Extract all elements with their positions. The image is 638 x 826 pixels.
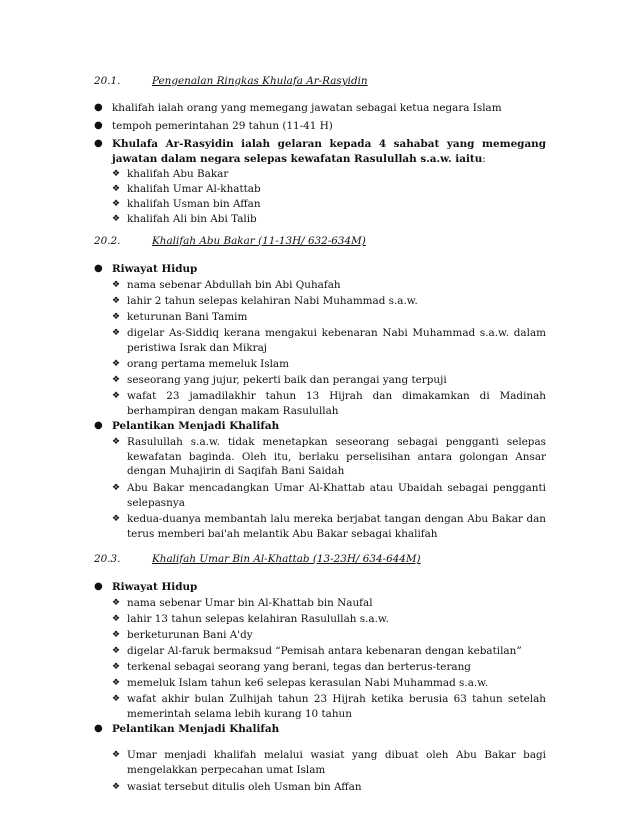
sub-bullet-item: ❖ Umar menjadi khalifah melalui wasiat yang dibuat oleh Abu Bakar bagi mengelakkan perpecahan umat Islam: [112, 749, 546, 776]
section-number: 20.1.: [94, 75, 121, 87]
bullet-dot-icon: ●: [94, 120, 103, 131]
diamond-bullet-icon: ❖: [112, 280, 121, 290]
diamond-bullet-icon: ❖: [112, 662, 121, 672]
bullet-dot-icon: ●: [94, 581, 103, 592]
diamond-bullet-icon: ❖: [112, 214, 121, 224]
section-heading: [94, 552, 421, 567]
diamond-bullet-icon: ❖: [112, 359, 121, 369]
sub-bullet-item: ❖ memeluk Islam tahun ke6 selepas kerasulan Nabi Muhammad s.a.w.: [112, 677, 489, 689]
sub-bullet-item: ❖ khalifah Abu Bakar: [112, 168, 229, 180]
bullet-dot-icon: ●: [94, 723, 103, 734]
sub-bullet-item: ❖ Rasulullah s.a.w. tidak menetapkan seseorang sebagai pengganti selepas kewafatan baginda. Oleh itu, berlaku perselisihan antara golongan Ansar dengan Muhajirin di Saqifah Bani Saidah: [112, 436, 546, 477]
diamond-bullet-icon: ❖: [112, 312, 121, 322]
bullet-heading: ● Pelantikan Menjadi Khalifah: [94, 723, 280, 735]
diamond-bullet-icon: ❖: [112, 614, 121, 624]
sub-bullet-item: ❖ khalifah Usman bin Affan: [112, 198, 261, 210]
diamond-bullet-icon: ❖: [112, 391, 121, 401]
sub-bullet-item: ❖ kedua-duanya membantah lalu mereka berjabat tangan dengan Abu Bakar dan terus memberi bai'ah melantik Abu Bakar sebagai khalifah: [112, 513, 546, 540]
sub-bullet-item: ❖ digelar As-Siddiq kerana mengakui kebenaran Nabi Muhammad s.a.w. dalam peristiwa Israk dan Mikraj: [112, 327, 546, 354]
section-heading: [94, 234, 366, 249]
sub-bullet-item: ❖ keturunan Bani Tamim: [112, 311, 248, 323]
bullet-dot-icon: ●: [94, 263, 103, 274]
sub-bullet-item: ❖ berketurunan Bani A'dy: [112, 629, 253, 641]
bullet-dot-icon: ●: [94, 420, 103, 431]
diamond-bullet-icon: ❖: [112, 437, 121, 447]
diamond-bullet-icon: ❖: [112, 296, 121, 306]
sub-bullet-item: ❖ lahir 2 tahun selepas kelahiran Nabi Muhammad s.a.w.: [112, 295, 418, 307]
diamond-bullet-icon: ❖: [112, 375, 121, 385]
diamond-bullet-icon: ❖: [112, 199, 121, 209]
sub-bullet-item: ❖ nama sebenar Abdullah bin Abi Quhafah: [112, 279, 341, 291]
section-title: Pengenalan Ringkas Khulafa Ar-Rasyidin: [152, 75, 368, 87]
diamond-bullet-icon: ❖: [112, 782, 121, 792]
diamond-bullet-icon: ❖: [112, 646, 121, 656]
bullet-item: ● tempoh pemerintahan 29 tahun (11-41 H): [94, 120, 333, 132]
bullet-dot-icon: ●: [94, 138, 103, 149]
sub-bullet-item: ❖ wasiat tersebut ditulis oleh Usman bin Affan: [112, 781, 362, 793]
sub-bullet-item: ❖ wafat akhir bulan Zulhijah tahun 23 Hijrah ketika berusia 63 tahun setelah memerintah selama lebih kurang 10 tahun: [112, 693, 546, 720]
diamond-bullet-icon: ❖: [112, 514, 121, 524]
diamond-bullet-icon: ❖: [112, 328, 121, 338]
diamond-bullet-icon: ❖: [112, 678, 121, 688]
bullet-dot-icon: ●: [94, 102, 103, 113]
diamond-bullet-icon: ❖: [112, 184, 121, 194]
section-number: 20.2.: [94, 235, 121, 247]
sub-bullet-item: ❖ seseorang yang jujur, pekerti baik dan perangai yang terpuji: [112, 374, 447, 386]
sub-bullet-item: ❖ khalifah Ali bin Abi Talib: [112, 213, 257, 225]
sub-bullet-item: ❖ digelar Al-faruk bermaksud “Pemisah antara kebenaran dengan kebatilan”: [112, 645, 522, 657]
sub-bullet-item: ❖ orang pertama memeluk Islam: [112, 358, 289, 370]
diamond-bullet-icon: ❖: [112, 630, 121, 640]
diamond-bullet-icon: ❖: [112, 750, 121, 760]
sub-bullet-item: ❖ terkenal sebagai seorang yang berani, tegas dan berterus-terang: [112, 661, 471, 673]
diamond-bullet-icon: ❖: [112, 483, 121, 493]
sub-bullet-item: ❖ nama sebenar Umar bin Al-Khattab bin Naufal: [112, 597, 373, 609]
bullet-heading: ● Pelantikan Menjadi Khalifah: [94, 420, 280, 432]
diamond-bullet-icon: ❖: [112, 694, 121, 704]
sub-bullet-item: ❖ khalifah Umar Al-khattab: [112, 183, 261, 195]
bullet-heading: ● Riwayat Hidup: [94, 263, 198, 275]
section-title: Khalifah Umar Bin Al-Khattab (13-23H/ 634-644M): [152, 553, 421, 565]
sub-bullet-item: ❖ Abu Bakar mencadangkan Umar Al-Khattab atau Ubaidah sebagai pengganti selepasnya: [112, 482, 546, 509]
sub-bullet-item: ❖ wafat 23 jamadilakhir tahun 13 Hijrah dan dimakamkan di Madinah berhampiran dengan makam Rasulullah: [112, 390, 546, 417]
diamond-bullet-icon: ❖: [112, 598, 121, 608]
bullet-heading: ● Riwayat Hidup: [94, 581, 198, 593]
bullet-item: ● khalifah ialah orang yang memegang jawatan sebagai ketua negara Islam: [94, 102, 502, 114]
bullet-item: ● Khulafa Ar-Rasyidin ialah gelaran kepada 4 sahabat yang memegang jawatan dalam negara selepas kewafatan Rasulullah s.a.w. iaitu:: [94, 138, 546, 165]
diamond-bullet-icon: ❖: [112, 169, 121, 179]
section-number: 20.3.: [94, 553, 121, 565]
sub-bullet-item: ❖ lahir 13 tahun selepas kelahiran Rasulullah s.a.w.: [112, 613, 389, 625]
section-heading: [94, 74, 368, 89]
section-title: Khalifah Abu Bakar (11-13H/ 632-634M): [152, 235, 366, 247]
